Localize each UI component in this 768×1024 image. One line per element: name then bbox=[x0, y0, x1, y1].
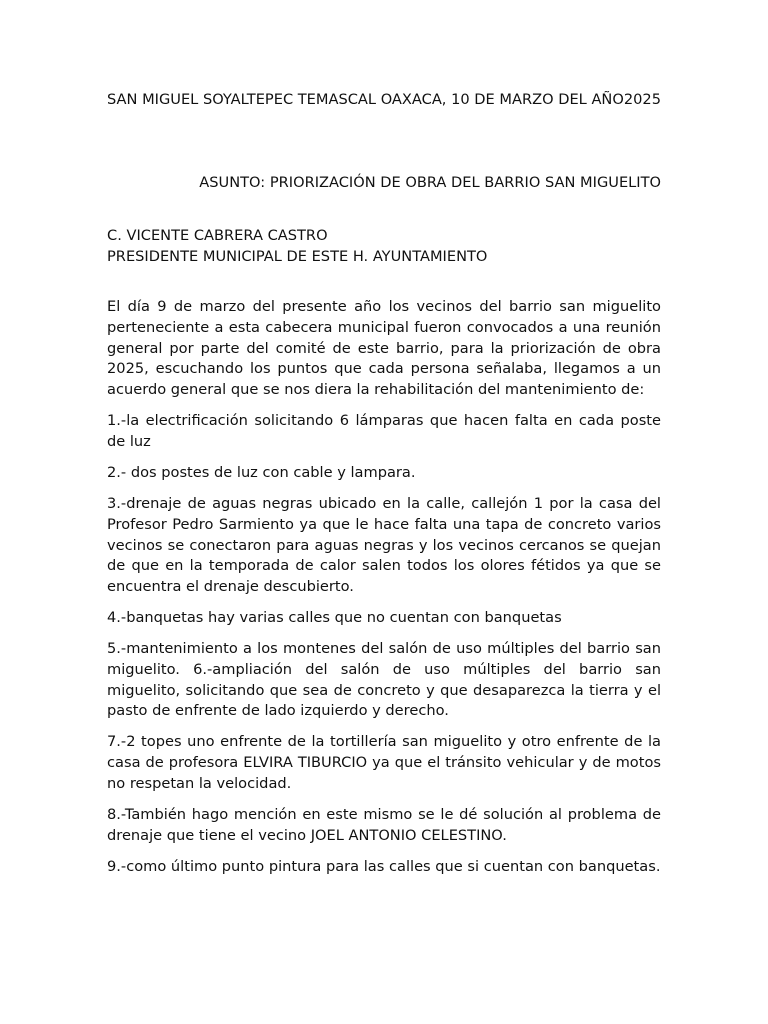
intro-paragraph: El día 9 de marzo del presente año los vecinos del barrio san miguelito perteneciente a esta cabecera municipal fueron convocados a una reunión general por parte del comité de este barrio, para la priorización de obra 2025, escuchando los puntos que cada persona señalaba, llegamos a un acuerdo general que se nos diera la rehabilitación del mantenimiento de: bbox=[107, 298, 661, 399]
addressee-role: PRESIDENTE MUNICIPAL DE ESTE H. AYUNTAMIENTO bbox=[107, 247, 488, 265]
addressee-name: C. VICENTE CABRERA CASTRO bbox=[107, 227, 328, 244]
list-item: 4.-banquetas hay varias calles que no cuentan con banquetas bbox=[107, 609, 562, 627]
list-item: 5.-mantenimiento a los montenes del salón de uso múltiples del barrio san miguelito. 6.-ampliación del salón de uso múltiples del barrio san miguelito, solicitando que sea de concreto y que desaparezca la tierra y el pasto de enfrente de lado izquierdo y derecho. bbox=[107, 640, 661, 720]
list-item: 8.-También hago mención en este mismo se le dé solución al problema de drenaje que tiene el vecino JOEL ANTONIO CELESTINO. bbox=[107, 806, 661, 844]
letter-body bbox=[107, 297, 661, 888]
list-item: 9.-como último punto pintura para las calles que si cuentan con banquetas. bbox=[107, 857, 661, 875]
place-date-line: SAN MIGUEL SOYALTEPEC TEMASCAL OAXACA, 10 DE MARZO DEL AÑO2025 bbox=[107, 91, 661, 108]
subject-line: ASUNTO: PRIORIZACIÓN DE OBRA DEL BARRIO SAN MIGUELITO bbox=[199, 174, 661, 191]
list-item: 1.-la electrificación solicitando 6 lámparas que hacen falta en cada poste de luz bbox=[107, 412, 661, 450]
addressee-block bbox=[107, 226, 661, 268]
list-item: 3.-drenaje de aguas negras ubicado en la calle, callejón 1 por la casa del Profesor Pedro Sarmiento ya que le hace falta una tapa de concreto varios vecinos se conectaron para aguas negras y los vecinos cercanos se quejan de que en la temporada de calor salen todos los olores fétidos ya que se encuentra el drenaje descubierto. bbox=[107, 494, 661, 596]
list-item: 7.-2 topes uno enfrente de la tortillería san miguelito y otro enfrente de la casa de profesora ELVIRA TIBURCIO ya que el tránsito vehicular y de motos no respetan la velocidad. bbox=[107, 733, 661, 793]
list-item: 2.- dos postes de luz con cable y lampara. bbox=[107, 463, 416, 481]
